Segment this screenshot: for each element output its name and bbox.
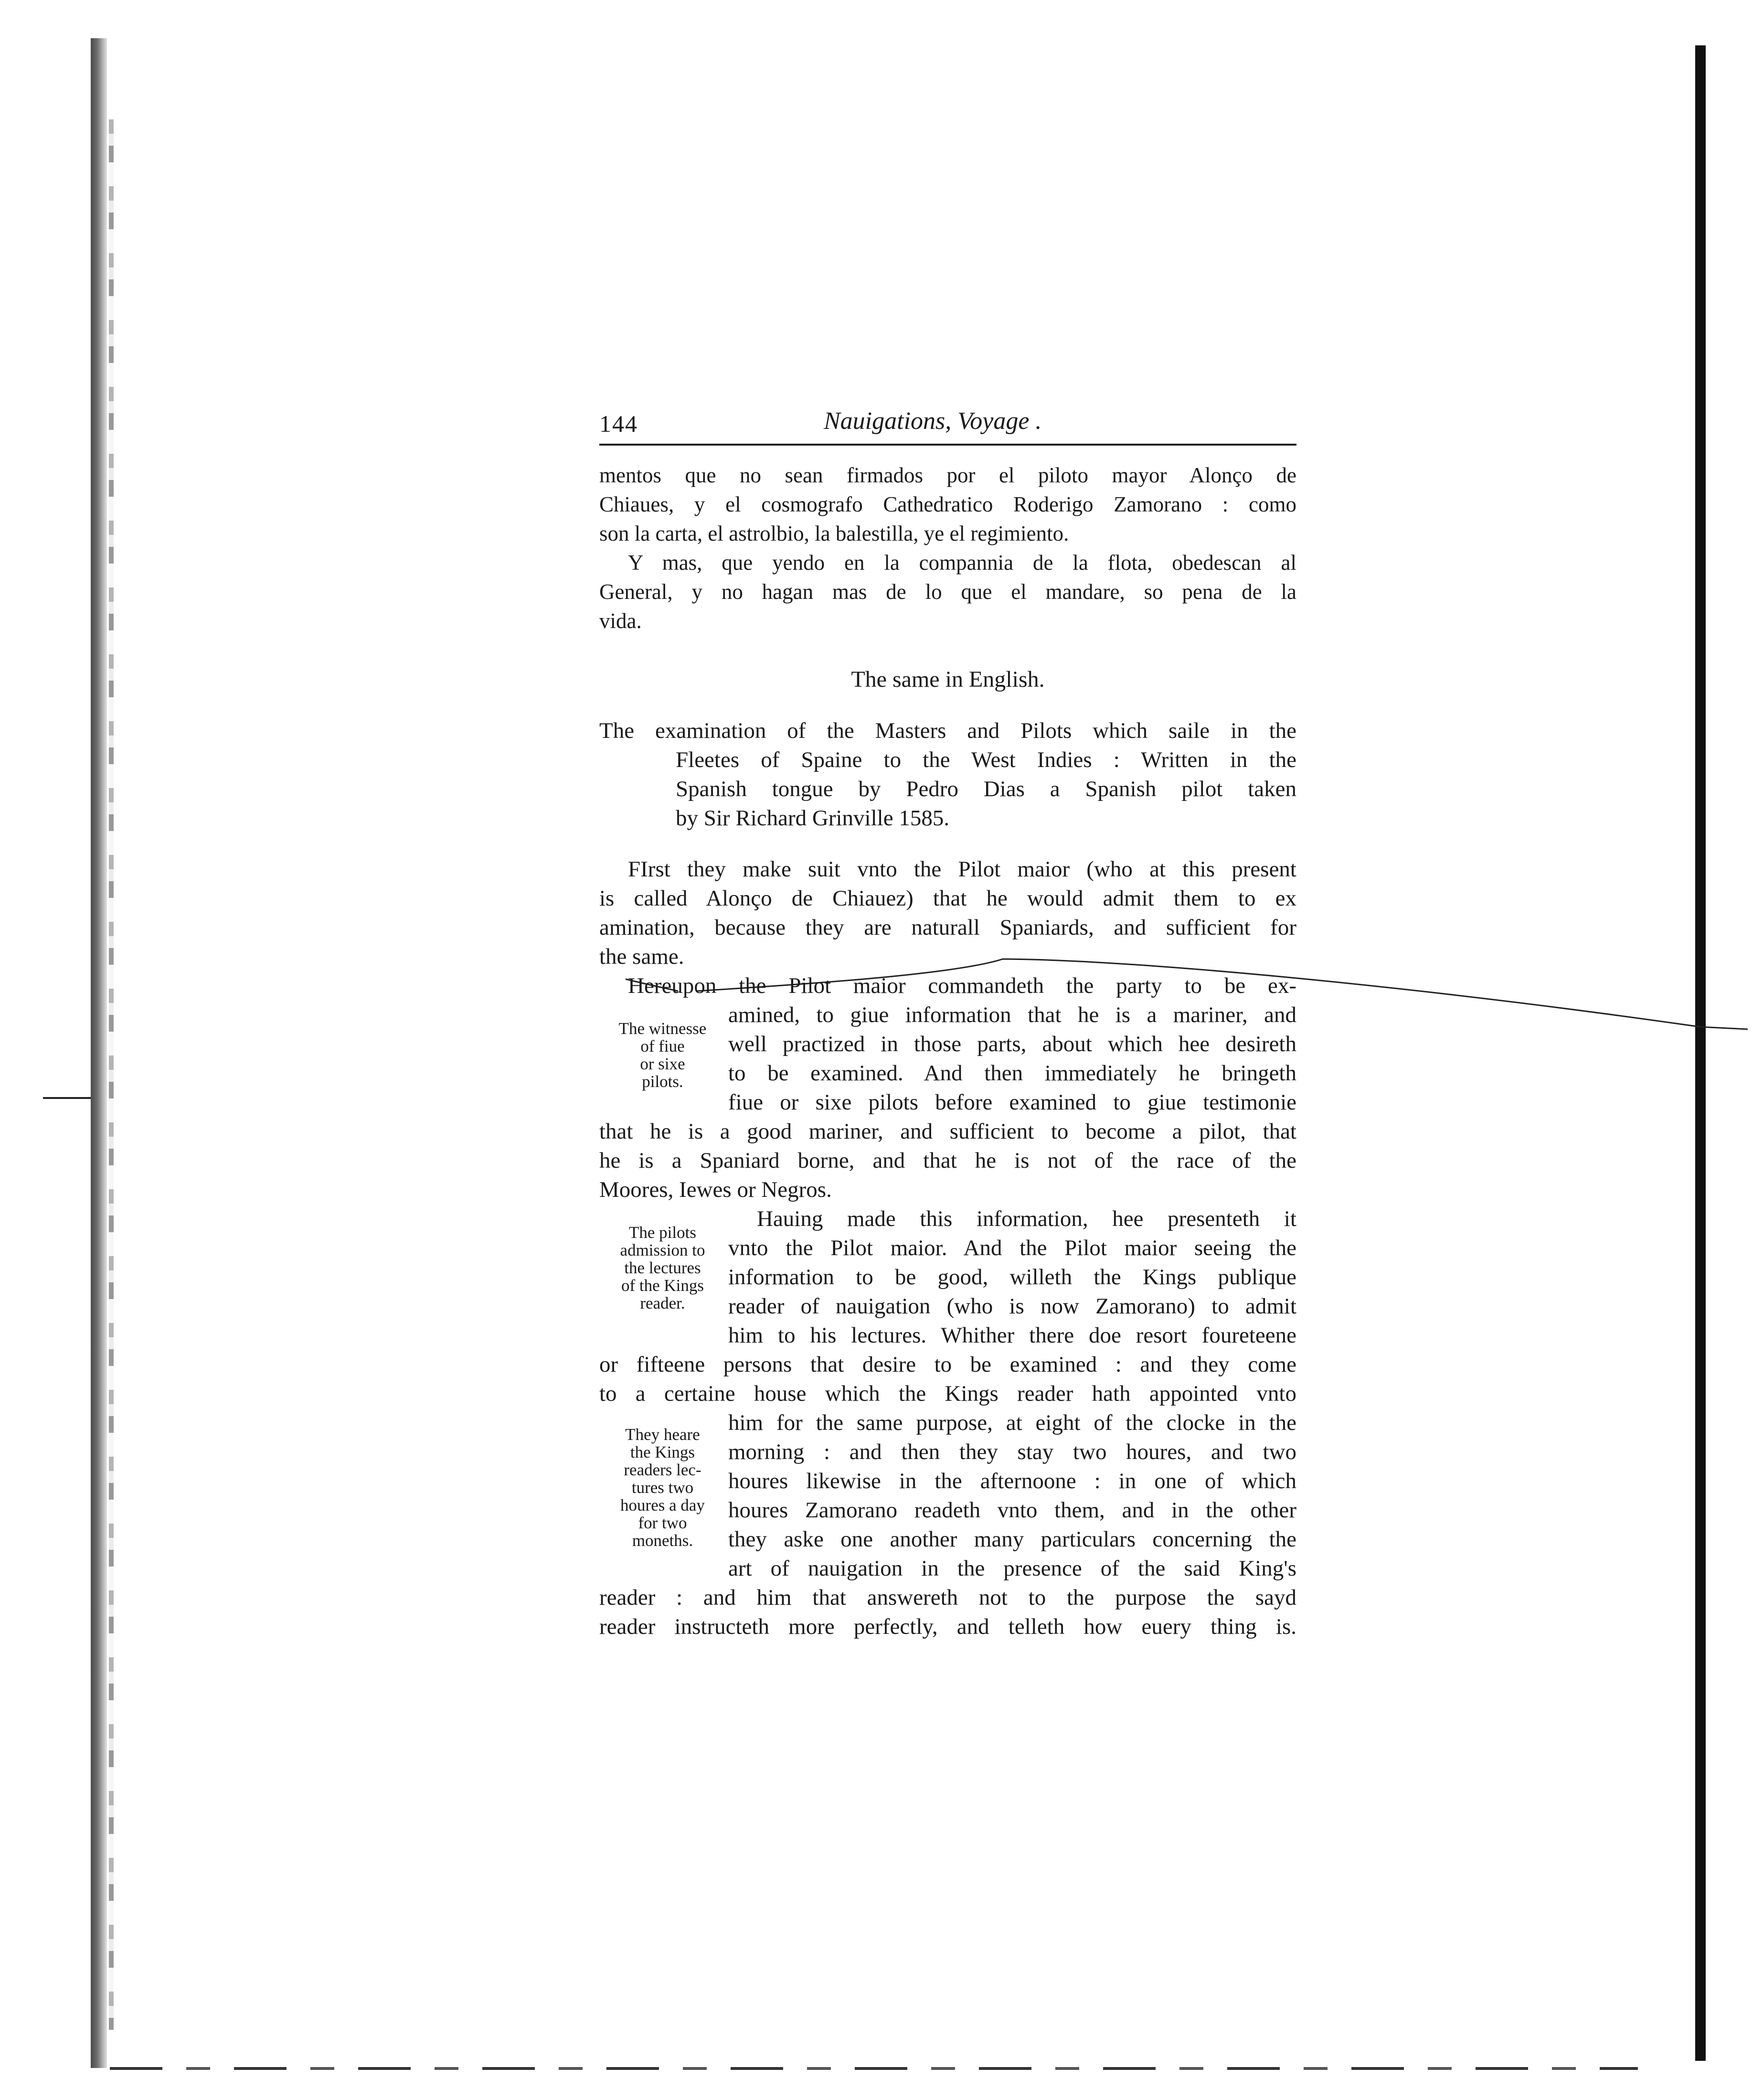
text-line: by Sir Richard Grinville 1585. bbox=[676, 806, 950, 831]
header-rule bbox=[599, 444, 1296, 446]
note-line: of the Kings bbox=[621, 1276, 704, 1295]
note-line: houres a day bbox=[620, 1496, 705, 1514]
text-line: houres Zamorano readeth vnto them, and in the other bbox=[728, 1498, 1296, 1523]
text-line: Hereupon the Pilot maior commandeth the party to be ex- bbox=[628, 973, 1296, 998]
text-line: Fleetes of Spaine to the West Indies : Written in the bbox=[676, 747, 1296, 772]
text-line: morning : and then they stay two houres, and two bbox=[728, 1439, 1296, 1464]
note-line: moneths. bbox=[632, 1531, 693, 1550]
text-line: FIrst they make suit vnto the Pilot maior (who at this present bbox=[628, 857, 1296, 882]
text-line: General, y no hagan mas de lo que el mandare, so pena de la bbox=[599, 580, 1296, 604]
margin-note-witnesse bbox=[599, 1020, 726, 1090]
title-block bbox=[599, 716, 1296, 833]
text-line: him for the same purpose, at eight of the clocke in the bbox=[728, 1410, 1296, 1435]
note-line: for two bbox=[638, 1514, 687, 1532]
text-line: reader : and him that answereth not to the purpose the sayd bbox=[599, 1585, 1296, 1610]
running-title: Nauigations, Voyage . bbox=[824, 407, 1042, 435]
text-line: is called Alonço de Chiauez) that he would admit them to ex bbox=[599, 886, 1296, 911]
spanish-text-block bbox=[599, 461, 1296, 636]
note-line: reader. bbox=[640, 1294, 685, 1312]
note-line: readers lec- bbox=[624, 1460, 701, 1479]
note-line: The witnesse bbox=[618, 1019, 707, 1038]
text-line: Spanish tongue by Pedro Dias a Spanish pilot taken bbox=[676, 777, 1296, 801]
text-line: Hauing made this information, hee presenteth it bbox=[757, 1206, 1296, 1231]
note-line: or sixe bbox=[640, 1055, 685, 1073]
section-heading: The same in English. bbox=[851, 667, 1045, 692]
text-line: reader instructeth more perfectly, and telleth how euery thing is. bbox=[599, 1614, 1296, 1639]
text-line: houres likewise in the afternoone : in one of which bbox=[728, 1469, 1296, 1493]
text-line: amination, because they are naturall Spaniards, and sufficient for bbox=[599, 915, 1296, 940]
text-line: reader of nauigation (who is now Zamorano) to admit bbox=[728, 1294, 1296, 1319]
text-line: he is a Spaniard borne, and that he is not of the race of the bbox=[599, 1148, 1296, 1173]
text-line: Moores, Iewes or Negros. bbox=[599, 1177, 832, 1202]
text-line: the same. bbox=[599, 944, 684, 969]
text-line: or fifteene persons that desire to be examined : and they come bbox=[599, 1352, 1296, 1377]
text-line: they aske one another many particulars concerning the bbox=[728, 1527, 1296, 1552]
text-line: The examination of the Masters and Pilots which saile in the bbox=[599, 718, 1296, 743]
note-line: the lectures bbox=[624, 1258, 701, 1277]
text-line: well practized in those parts, about which hee desireth bbox=[728, 1032, 1296, 1056]
text-line: to a certaine house which the Kings reader hath appointed vnto bbox=[599, 1381, 1296, 1406]
note-line: of fiue bbox=[640, 1037, 685, 1055]
text-line: that he is a good mariner, and sufficient to become a pilot, that bbox=[599, 1119, 1296, 1144]
text-line: mentos que no sean firmados por el piloto mayor Alonço de bbox=[599, 463, 1296, 487]
text-line: to be examined. And then immediately he bringeth bbox=[728, 1061, 1296, 1086]
text-line: Y mas, que yendo en la compannia de la flota, obedescan al bbox=[628, 551, 1296, 575]
running-head bbox=[599, 401, 1296, 444]
text-line: fiue or sixe pilots before examined to giue testimonie bbox=[728, 1090, 1296, 1115]
margin-note-lectures bbox=[599, 1426, 726, 1549]
text-line: him to his lectures. Whither there doe resort foureteene bbox=[728, 1323, 1296, 1348]
note-line: The pilots bbox=[629, 1223, 696, 1242]
note-line: pilots. bbox=[642, 1072, 683, 1091]
text-line: Chiaues, y el cosmografo Cathedratico Roderigo Zamorano : como bbox=[599, 492, 1296, 516]
text-line: vnto the Pilot maior. And the Pilot maior seeing the bbox=[728, 1236, 1296, 1260]
note-line: admission to bbox=[620, 1241, 705, 1259]
text-line: vida. bbox=[599, 609, 642, 633]
margin-note-admission bbox=[599, 1224, 726, 1312]
text-line: art of nauigation in the presence of the said King's bbox=[728, 1556, 1296, 1581]
note-line: the Kings bbox=[630, 1443, 695, 1461]
page-number: 144 bbox=[599, 410, 638, 437]
text-line: information to be good, willeth the Kings publique bbox=[728, 1265, 1296, 1290]
text-line: son la carta, el astrolbio, la balestilla, ye el regimiento. bbox=[599, 522, 1069, 545]
text-line: amined, to giue information that he is a mariner, and bbox=[728, 1002, 1296, 1027]
note-line: tures two bbox=[631, 1478, 694, 1497]
note-line: They heare bbox=[625, 1425, 700, 1444]
